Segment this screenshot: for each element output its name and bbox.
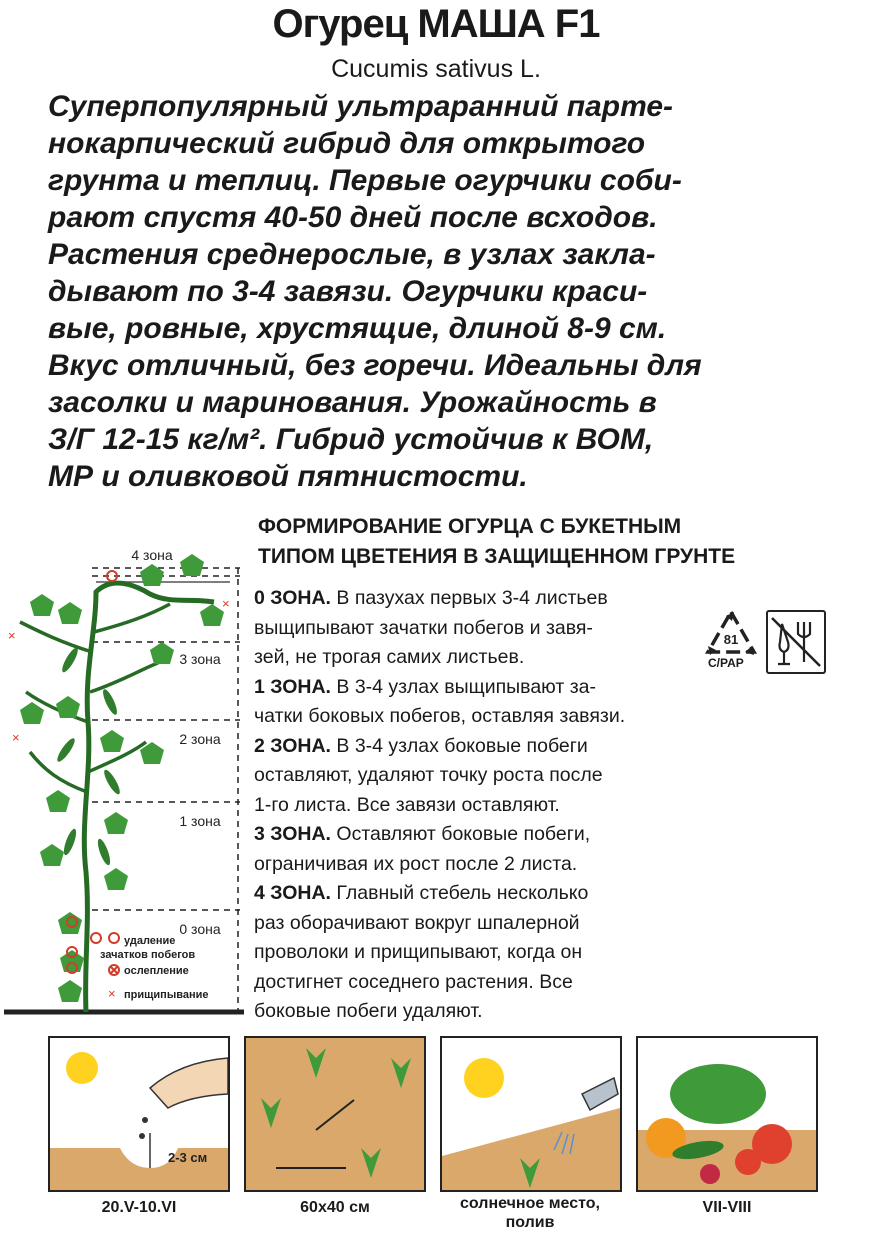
step-panel-sowing [48, 1036, 230, 1192]
legend-removal-line: удаление [124, 935, 176, 947]
recycling-code: 81 [723, 632, 739, 647]
recycling-label: C/PAP [708, 656, 744, 670]
zone-2-line: оставляют, удаляют точку роста после [254, 764, 603, 786]
legend-removal-icon [109, 933, 119, 943]
zone-4-line: проволоки и прищипывают, когда он [254, 941, 583, 963]
svg-text:×: × [8, 628, 16, 643]
step-caption-watering: солнечное место, полив [460, 1195, 600, 1231]
description-line: дывают по 3-4 завязи. Огурчики краси- [48, 275, 648, 308]
step-caption-harvest: VII-VIII [702, 1199, 752, 1216]
latin-name: Cucumis sativus L. [331, 55, 541, 83]
zone-4-label: 4 ЗОНА. [254, 882, 331, 904]
zone-0-line: зей, не трогая самих листьев. [254, 646, 525, 668]
zone-label-4: 4 зона [131, 547, 173, 563]
description-line: нокарпический гибрид для открытого [48, 127, 646, 160]
zone-label-2: 2 зона [179, 731, 221, 747]
zone-0-line: 0 ЗОНА. В пазухах первых 3-4 листьев [254, 587, 608, 609]
food-safe-icon [766, 610, 826, 674]
zone-label-3: 3 зона [179, 651, 221, 667]
zone-2-line: 2 ЗОНА. В 3-4 узлах боковые побеги [254, 734, 588, 757]
description-line: грунта и теплиц. Первые огурчики соби- [48, 164, 682, 197]
zone-4-line: 4 ЗОНА. Главный стебель несколько [254, 882, 589, 904]
legend-removal-line: зачатков побегов [100, 949, 196, 961]
zone-2-line: 1-го листа. Все завязи оставляют. [254, 793, 560, 816]
description-line: МР и оливковой пятнистости. [48, 460, 528, 493]
step-caption-sowing: 20.V-10.VI [101, 1199, 177, 1216]
step-panel-spacing [244, 1036, 426, 1192]
description [48, 88, 828, 495]
zone-1-line: чатки боковых побегов, оставляя завязи. [254, 705, 626, 727]
description-line: рают спустя 40-50 дней после всходов. [48, 201, 658, 234]
step-panel-harvest [636, 1036, 818, 1192]
legend-blinding: ослепление [124, 965, 189, 977]
description-line: Вкус отличный, без горечи. Идеальны для [48, 349, 702, 382]
formation-heading [258, 512, 735, 572]
zone-0-label: 0 ЗОНА. [254, 587, 331, 609]
zone-4-line: боковые побеги удаляют. [254, 1000, 483, 1022]
svg-text:×: × [12, 730, 20, 745]
zone-4-line: достигнет соседнего растения. Все [254, 970, 573, 993]
formation-heading-line: ФОРМИРОВАНИЕ ОГУРЦА С БУКЕТНЫМ [258, 515, 682, 538]
sun-icon [66, 1052, 98, 1084]
zone-2-label: 2 ЗОНА. [254, 734, 331, 757]
zone-label-0: 0 зона [179, 921, 221, 937]
sowing-depth-label: 2-3 см [168, 1150, 208, 1165]
zone-1-label: 1 ЗОНА. [254, 675, 331, 698]
zone-3-line: 3 ЗОНА. Оставляют боковые побеги, [254, 823, 591, 845]
plant-formation-diagram [0, 542, 250, 1020]
legend-pinching-icon: × [108, 986, 116, 1001]
step-panel-watering [440, 1036, 622, 1192]
description-line: засолки и маринования. Урожайность в [48, 386, 657, 419]
zone-3-label: 3 ЗОНА. [254, 823, 331, 845]
formation-heading-line: ТИПОМ ЦВЕТЕНИЯ В ЗАЩИЩЕННОМ ГРУНТЕ [258, 545, 736, 568]
zone-instructions [254, 584, 625, 1027]
description-line: Суперпопулярный ультраранний парте- [48, 90, 674, 123]
zone-4-line: раз оборачивают вокруг шпалерной [254, 911, 580, 934]
leaves-icon [670, 1064, 766, 1124]
radish-icon [700, 1164, 720, 1184]
step-caption-spacing: 60x40 см [300, 1199, 370, 1216]
description-line: Растения среднерослые, в узлах закла- [48, 238, 656, 271]
zone-0-line: выщипывают зачатки побегов и завя- [254, 616, 593, 639]
svg-text:×: × [222, 596, 230, 611]
product-title: Огурец МАША F1 [272, 2, 600, 46]
zone-3-line: ограничивая их рост после 2 листа. [254, 852, 578, 875]
legend-pinching: прищипывание [124, 989, 209, 1001]
description-line: З/Г 12-15 кг/м². Гибрид устойчив к ВОМ, [48, 423, 654, 456]
zone-1-line: 1 ЗОНА. В 3-4 узлах выщипывают за- [254, 675, 596, 698]
zone-label-1: 1 зона [179, 813, 221, 829]
description-line: вые, ровные, хрустящие, длиной 8-9 см. [48, 312, 667, 345]
sun-icon [464, 1058, 504, 1098]
